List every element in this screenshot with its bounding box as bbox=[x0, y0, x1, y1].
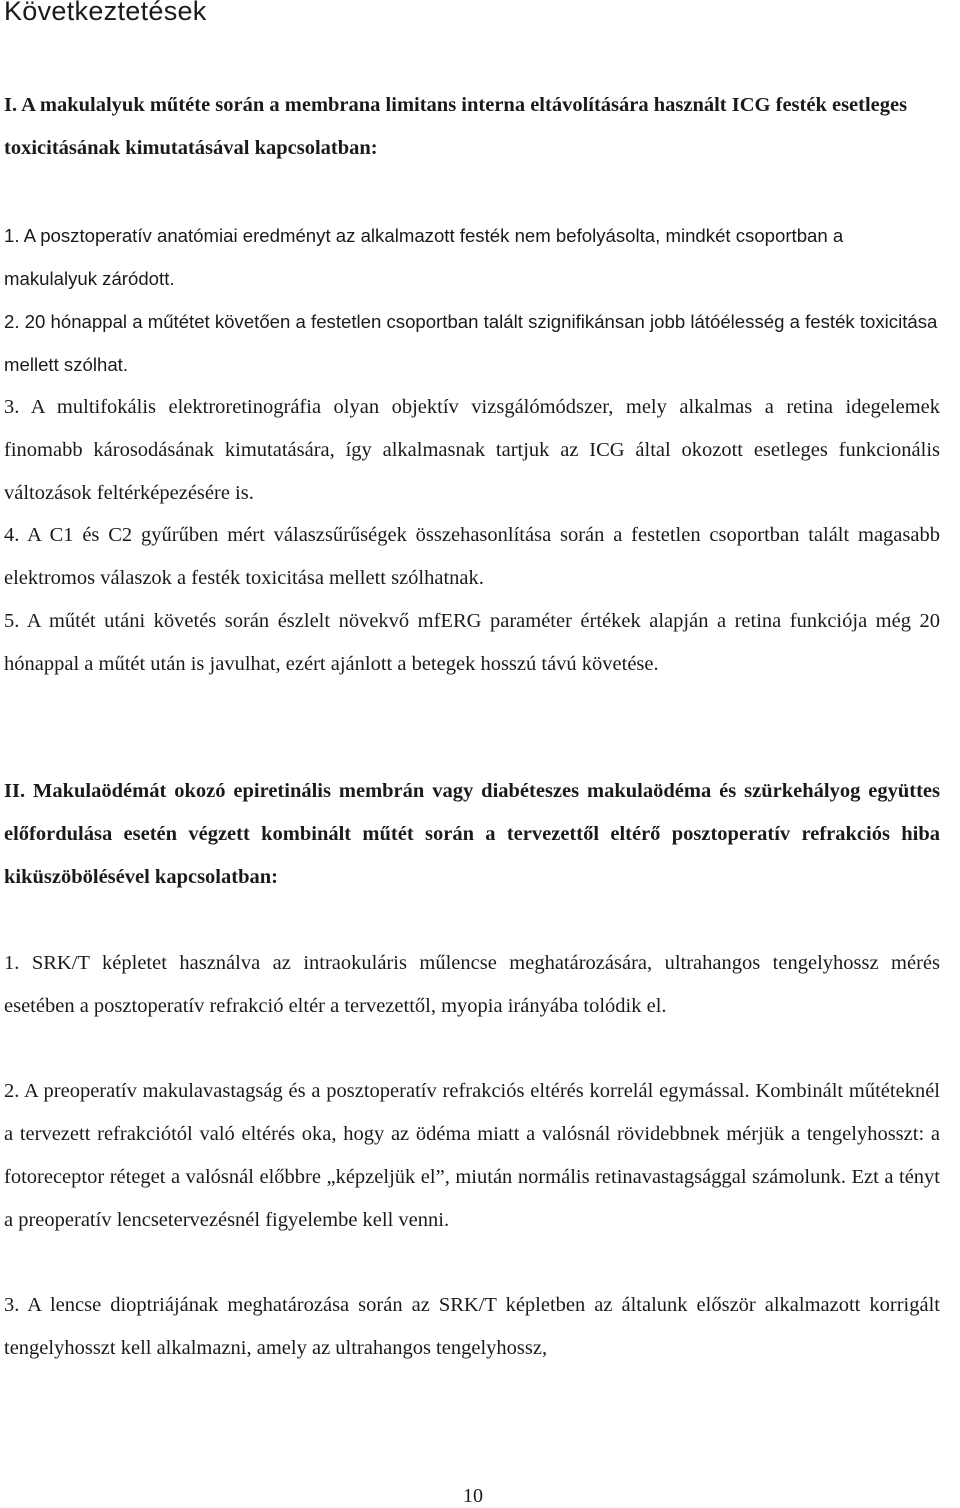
section-1-item-5: 5. A műtét utáni követés során észlelt növekvő mfERG paraméter értékek alapján a retina funkciója még 20 hónappal a műtét után is javulhat, ezért ajánlott a betegek hosszú távú követése. bbox=[4, 610, 940, 675]
section-1-heading: I. A makulalyuk műtéte során a membrana limitans interna eltávolítására használt ICG festék esetleges toxicitásának kimutatásával kapcsolatban: bbox=[4, 94, 908, 159]
section-1-item-3: 3. A multifokális elektroretinográfia olyan objektív vizsgálómódszer, mely alkalmas a retina idegelemek finomabb károsodásának kimutatására, így alkalmasnak tartjuk az ICG által okozott esetleges funkcionális változások feltérképezésére is. bbox=[4, 396, 940, 504]
section-1-item-4: 4. A C1 és C2 gyűrűben mért válaszsűrűségek összehasonlítása során a festetlen csoportban talált magasabb elektromos válaszok a festék toxicitása mellett szólhatnak. bbox=[4, 524, 940, 589]
section-1-item-1: 1. A posztoperatív anatómiai eredményt az alkalmazott festék nem befolyásolta, mindkét csoportban a makulalyuk záródott. bbox=[4, 225, 844, 289]
section-2-item-3: 3. A lencse dioptriájának meghatározása során az SRK/T képletben az általunk először alkalmazott korrigált tengelyhosszt kell alkalmazni, amely az ultrahangos tengelyhossz, bbox=[4, 1294, 940, 1359]
page-title: Következtetések bbox=[4, 0, 207, 26]
section-2-heading: II. Makulaödémát okozó epiretinális membrán vagy diabéteszes makulaödéma és szürkehályog együttes előfordulása esetén végzett kombinált műtét során a tervezettől eltérő posztoperatív refrakciós hiba kiküszöbölésével kapcsolatban: bbox=[4, 780, 940, 888]
section-1-item-2: 2. 20 hónappal a műtétet követően a festetlen csoportban talált szignifikánsan jobb látóélesség a festék toxicitása mellett szólhat. bbox=[4, 311, 938, 375]
section-2-item-1: 1. SRK/T képletet használva az intraokuláris műlencse meghatározására, ultrahangos tengelyhossz mérés esetében a posztoperatív refrakció eltér a tervezettől, myopia irányába tolódik el. bbox=[4, 952, 940, 1017]
section-2-item-2: 2. A preoperatív makulavastagság és a posztoperatív refrakciós eltérés korrelál egymással. Kombinált műtéteknél a tervezett refrakciótól való eltérés oka, hogy az ödéma miatt a valósnál rövidebbnek mérjük a tengelyhosszt: a fotoreceptor réteget a valósnál előbbre „képzeljük el”, miután normális retinavastagsággal számolunk. Ezt a tényt a preoperatív lencsetervezésnél figyelembe kell venni. bbox=[4, 1080, 940, 1231]
page-number: 10 bbox=[463, 1485, 483, 1507]
